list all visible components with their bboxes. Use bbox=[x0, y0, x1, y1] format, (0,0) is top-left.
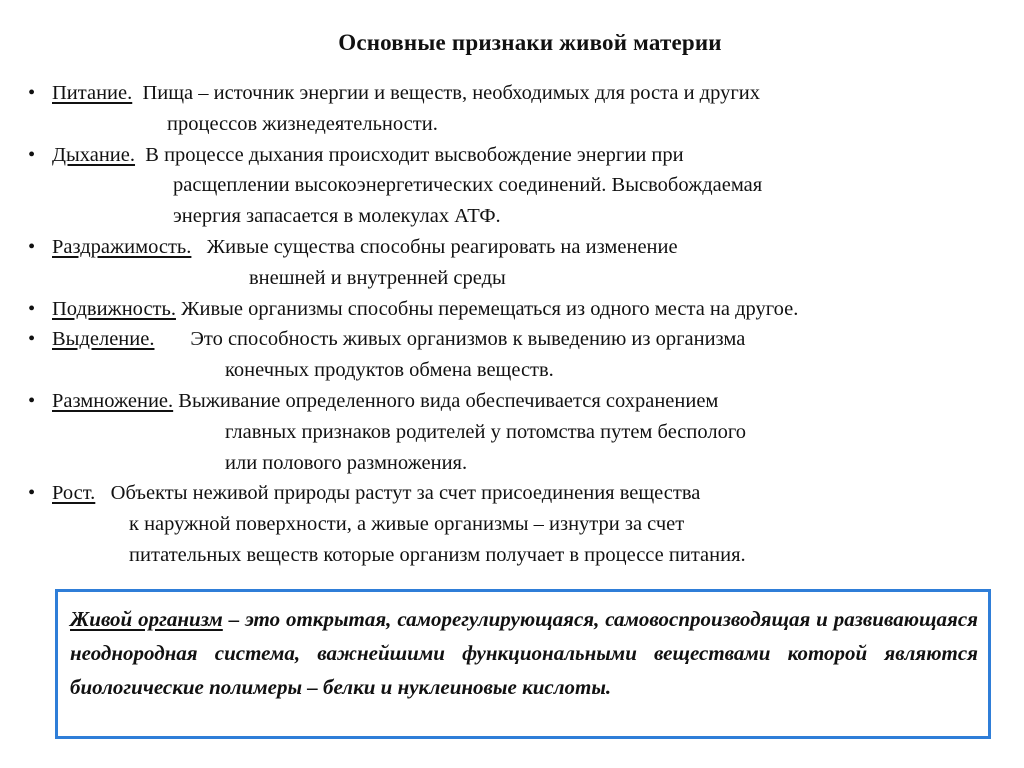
term-gap bbox=[154, 328, 190, 350]
item-text: расщеплении высокоэнергетических соединений. Высвобождаемая bbox=[173, 174, 763, 197]
term-gap bbox=[135, 144, 145, 166]
item-term: Раздражимость. bbox=[52, 235, 192, 258]
item-first-line bbox=[28, 78, 1018, 109]
item-text: конечных продуктов обмена веществ. bbox=[225, 359, 554, 382]
item-first-line bbox=[28, 478, 1018, 509]
item-text: процессов жизнедеятельности. bbox=[167, 112, 438, 135]
page-title: Основные признаки живой материи bbox=[338, 30, 722, 55]
item-text: Живые существа способны реагировать на изменение bbox=[206, 235, 678, 258]
item-first-line bbox=[28, 140, 1018, 171]
item-term: Размножение. bbox=[52, 389, 174, 412]
list-item bbox=[28, 78, 1018, 140]
item-text: Пища – источник энергии и веществ, необходимых для роста и других bbox=[142, 82, 760, 104]
definition-term: Живой организм bbox=[70, 607, 223, 631]
item-term: Подвижность. bbox=[52, 297, 176, 320]
item-term: Выделение. bbox=[52, 328, 155, 351]
item-first-line bbox=[28, 294, 1018, 325]
definition-text bbox=[70, 602, 978, 704]
term-gap bbox=[191, 236, 206, 258]
term-gap bbox=[132, 82, 142, 104]
definition-body: – это открытая, саморегулирующаяся, самовоспроизводящая и развивающаяся неоднородная система, важнейшими функциональными веществами которой являются биологические полимеры – белки и нуклеиновые кислоты. bbox=[70, 607, 978, 699]
bullet: • bbox=[28, 143, 36, 166]
list-item bbox=[28, 386, 1018, 478]
item-text: В процессе дыхания происходит высвобождение энергии при bbox=[145, 143, 684, 166]
item-text: внешней и внутренней среды bbox=[249, 266, 506, 289]
item-term: Дыхание. bbox=[52, 143, 136, 166]
list-item bbox=[28, 478, 1018, 570]
bullet: • bbox=[28, 328, 36, 351]
list-item bbox=[28, 294, 1018, 325]
list-item bbox=[28, 324, 1018, 386]
bullet: • bbox=[28, 235, 36, 258]
features-list bbox=[28, 78, 1018, 571]
list-item bbox=[28, 140, 1018, 232]
bullet: • bbox=[28, 389, 36, 412]
item-text: Живые организмы способны перемещаться из одного места на другое. bbox=[181, 297, 799, 320]
bullet: • bbox=[28, 297, 36, 320]
item-text: энергия запасается в молекулах АТФ. bbox=[173, 205, 501, 228]
item-text: или полового размножения. bbox=[225, 451, 468, 474]
item-first-line bbox=[28, 232, 1018, 263]
item-text: к наружной поверхности, а живые организмы – изнутри за счет bbox=[129, 513, 685, 536]
definition-box bbox=[55, 589, 991, 739]
item-term: Рост. bbox=[52, 482, 96, 505]
item-text: главных признаков родителей у потомства путем бесполого bbox=[225, 420, 746, 443]
item-text: Объекты неживой природы растут за счет присоединения вещества bbox=[110, 482, 701, 505]
item-text: питательных веществ которые организм получает в процессе питания. bbox=[129, 543, 746, 566]
item-text: Выживание определенного вида обеспечивается сохранением bbox=[178, 389, 719, 412]
item-first-line bbox=[28, 386, 1018, 417]
item-first-line bbox=[28, 324, 1018, 355]
bullet: • bbox=[28, 482, 36, 505]
term-gap bbox=[95, 482, 110, 504]
bullet: • bbox=[28, 82, 36, 104]
item-term: Питание. bbox=[52, 82, 133, 104]
list-item bbox=[28, 232, 1018, 294]
item-text: Это способность живых организмов к выведению из организма bbox=[190, 328, 746, 351]
